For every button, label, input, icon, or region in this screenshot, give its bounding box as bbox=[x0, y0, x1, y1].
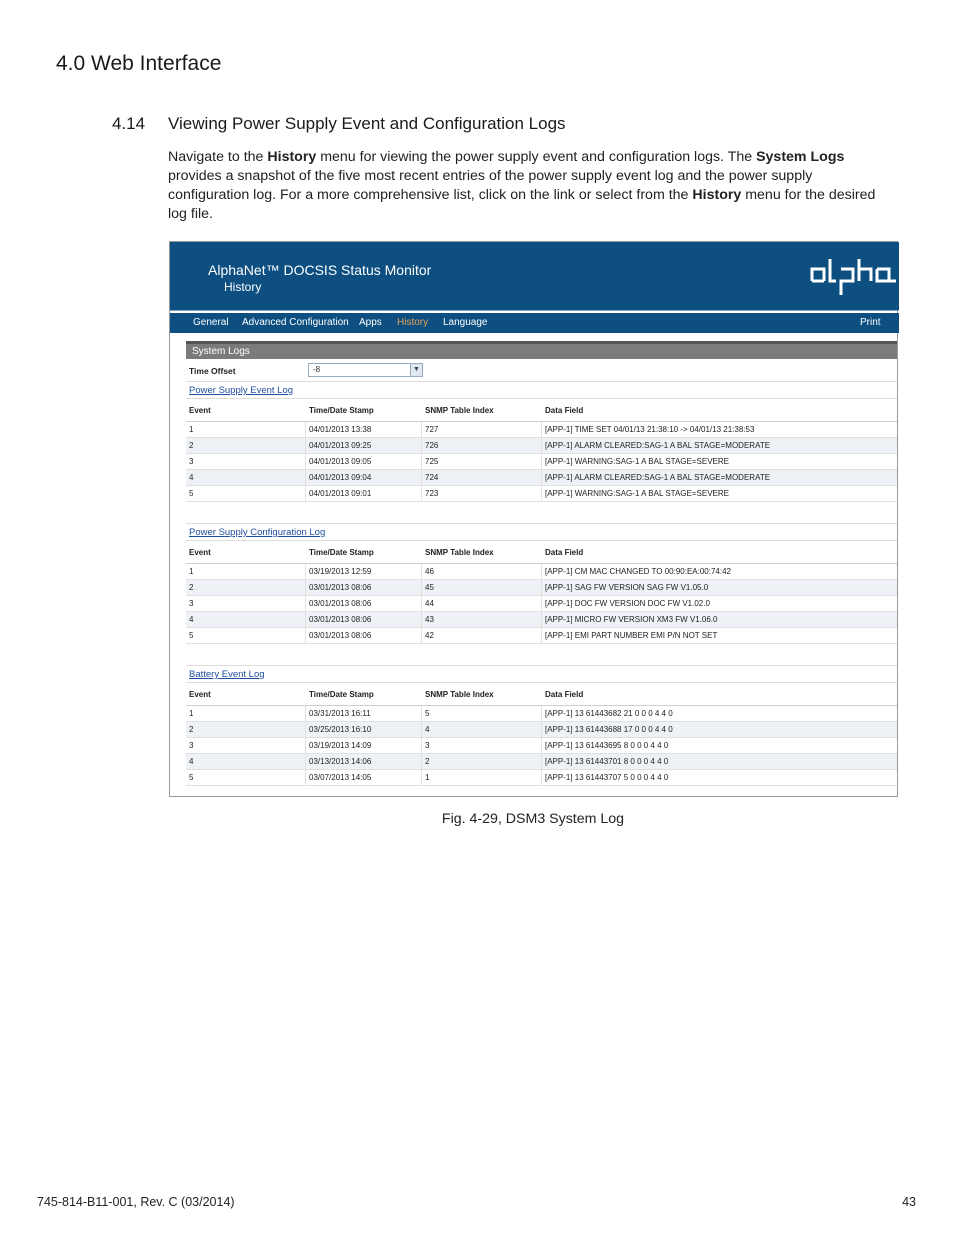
cell-timestamp: 03/19/2013 14:09 bbox=[306, 738, 422, 753]
time-offset-value: -8 bbox=[313, 365, 321, 374]
battery-event-log-link[interactable]: Battery Event Log bbox=[189, 669, 265, 680]
cell-timestamp: 03/25/2013 16:10 bbox=[306, 722, 422, 737]
cell-data-field: [APP-1] ALARM CLEARED:SAG-1 A BAL STAGE=MODERATE bbox=[545, 441, 771, 450]
screenshot-figure bbox=[169, 241, 898, 797]
power-supply-event-log-link[interactable]: Power Supply Event Log bbox=[189, 385, 294, 396]
power-supply-configuration-log-link[interactable]: Power Supply Configuration Log bbox=[189, 527, 326, 538]
chevron-down-icon[interactable]: ▼ bbox=[410, 364, 422, 376]
table-header bbox=[186, 683, 897, 706]
cell-timestamp: 03/19/2013 12:59 bbox=[306, 564, 422, 579]
menu-apps[interactable]: Apps bbox=[359, 317, 382, 328]
cell-event: 1 bbox=[186, 422, 306, 437]
cell-snmp-index: 42 bbox=[422, 628, 542, 643]
menu-general[interactable]: General bbox=[193, 317, 229, 328]
app-subtitle: History bbox=[224, 280, 262, 294]
chapter-title: 4.0 Web Interface bbox=[56, 52, 222, 75]
cell-snmp-index: 45 bbox=[422, 580, 542, 595]
cell-event: 3 bbox=[186, 454, 306, 469]
cell-data-field: [APP-1] EMI PART NUMBER EMI P/N NOT SET bbox=[545, 631, 718, 640]
cell-timestamp: 03/31/2013 16:11 bbox=[306, 706, 422, 721]
cell-snmp-index: 723 bbox=[422, 486, 542, 501]
cell-event: 4 bbox=[186, 470, 306, 485]
cell-event: 3 bbox=[186, 738, 306, 753]
app-title: AlphaNet™ DOCSIS Status Monitor bbox=[208, 262, 432, 278]
time-offset-label: Time Offset bbox=[189, 366, 236, 376]
section-heading bbox=[112, 114, 566, 134]
cell-timestamp: 04/01/2013 09:25 bbox=[306, 438, 422, 453]
cell-event: 5 bbox=[186, 486, 306, 501]
system-logs-panel bbox=[186, 341, 897, 786]
column-header: SNMP Table Index bbox=[425, 406, 494, 415]
table-row bbox=[186, 770, 897, 786]
footer-doc-number: 745-814-B11-001, Rev. C (03/2014) bbox=[37, 1195, 235, 1209]
intro-bold-history: History bbox=[692, 187, 742, 203]
figure-caption: Fig. 4-29, DSM3 System Log bbox=[441, 811, 625, 827]
cell-event: 4 bbox=[186, 612, 306, 627]
cell-snmp-index: 46 bbox=[422, 564, 542, 579]
column-header: Time/Date Stamp bbox=[309, 690, 374, 699]
cell-snmp-index: 44 bbox=[422, 596, 542, 611]
table-row bbox=[186, 722, 897, 738]
cell-data-field: [APP-1] SAG FW VERSION SAG FW V1.05.0 bbox=[545, 583, 709, 592]
log-link-row bbox=[186, 382, 897, 399]
cell-snmp-index: 727 bbox=[422, 422, 542, 437]
cell-data-field: [APP-1] CM MAC CHANGED TO 00:90:EA:00:74:42 bbox=[545, 567, 731, 576]
cell-snmp-index: 43 bbox=[422, 612, 542, 627]
cell-event: 2 bbox=[186, 722, 306, 737]
table-row bbox=[186, 486, 897, 502]
cell-data-field: [APP-1] 13 61443682 21 0 0 0 4 4 0 bbox=[545, 709, 673, 718]
table-row bbox=[186, 438, 897, 454]
spacer-row bbox=[186, 502, 897, 524]
cell-snmp-index: 4 bbox=[422, 722, 542, 737]
cell-event: 2 bbox=[186, 580, 306, 595]
column-header: Event bbox=[189, 406, 211, 415]
table-row bbox=[186, 454, 897, 470]
column-header: Time/Date Stamp bbox=[309, 548, 374, 557]
cell-timestamp: 04/01/2013 09:01 bbox=[306, 486, 422, 501]
table-row bbox=[186, 422, 897, 438]
cell-snmp-index: 725 bbox=[422, 454, 542, 469]
cell-timestamp: 04/01/2013 09:04 bbox=[306, 470, 422, 485]
table-header bbox=[186, 399, 897, 422]
cell-data-field: [APP-1] DOC FW VERSION DOC FW V1.02.0 bbox=[545, 599, 710, 608]
cell-data-field: [APP-1] TIME SET 04/01/13 21:38:10 -> 04/01/13 21:38:53 bbox=[545, 425, 755, 434]
cell-snmp-index: 2 bbox=[422, 754, 542, 769]
menu-advanced-configuration[interactable]: Advanced Configuration bbox=[242, 317, 349, 328]
cell-data-field: [APP-1] WARNING:SAG-1 A BAL STAGE=SEVERE bbox=[545, 489, 729, 498]
menu-history[interactable]: History bbox=[397, 317, 429, 328]
cell-event: 4 bbox=[186, 754, 306, 769]
spacer-row bbox=[186, 644, 897, 666]
column-header: Event bbox=[189, 548, 211, 557]
cell-data-field: [APP-1] ALARM CLEARED:SAG-1 A BAL STAGE=MODERATE bbox=[545, 473, 771, 482]
table-header bbox=[186, 541, 897, 564]
cell-snmp-index: 724 bbox=[422, 470, 542, 485]
cell-data-field: [APP-1] WARNING:SAG-1 A BAL STAGE=SEVERE bbox=[545, 457, 729, 466]
footer-page-number: 43 bbox=[902, 1195, 916, 1209]
time-offset-select[interactable] bbox=[308, 363, 423, 377]
cell-timestamp: 03/01/2013 08:06 bbox=[306, 628, 422, 643]
intro-bold-history: History bbox=[267, 149, 317, 165]
table-row bbox=[186, 612, 897, 628]
cell-snmp-index: 3 bbox=[422, 738, 542, 753]
cell-data-field: [APP-1] MICRO FW VERSION XM3 FW V1.06.0 bbox=[545, 615, 718, 624]
cell-data-field: [APP-1] 13 61443688 17 0 0 0 4 4 0 bbox=[545, 725, 673, 734]
table-row bbox=[186, 564, 897, 580]
cell-snmp-index: 1 bbox=[422, 770, 542, 785]
time-offset-row bbox=[186, 359, 897, 382]
cell-event: 5 bbox=[186, 770, 306, 785]
intro-bold-system-logs: System Logs bbox=[756, 149, 845, 165]
log-link-row bbox=[186, 524, 897, 541]
cell-timestamp: 04/01/2013 09:05 bbox=[306, 454, 422, 469]
table-row bbox=[186, 738, 897, 754]
menu-bar bbox=[170, 313, 899, 333]
column-header: Data Field bbox=[545, 406, 584, 415]
print-link[interactable]: Print bbox=[860, 317, 881, 328]
table-row bbox=[186, 706, 897, 722]
table-row bbox=[186, 470, 897, 486]
cell-data-field: [APP-1] 13 61443695 8 0 0 0 4 4 0 bbox=[545, 741, 669, 750]
cell-event: 1 bbox=[186, 564, 306, 579]
cell-data-field: [APP-1] 13 61443707 5 0 0 0 4 4 0 bbox=[545, 773, 669, 782]
cell-data-field: [APP-1] 13 61443701 8 0 0 0 4 4 0 bbox=[545, 757, 669, 766]
cell-timestamp: 03/01/2013 08:06 bbox=[306, 612, 422, 627]
cell-timestamp: 03/07/2013 14:05 bbox=[306, 770, 422, 785]
table-row bbox=[186, 628, 897, 644]
column-header: Data Field bbox=[545, 548, 584, 557]
table-row bbox=[186, 754, 897, 770]
table-row bbox=[186, 580, 897, 596]
app-header bbox=[170, 242, 899, 311]
table-row bbox=[186, 596, 897, 612]
section-title: Viewing Power Supply Event and Configuration Logs bbox=[168, 114, 566, 133]
menu-language[interactable]: Language bbox=[443, 317, 488, 328]
column-header: Event bbox=[189, 690, 211, 699]
column-header: SNMP Table Index bbox=[425, 690, 494, 699]
intro-text: Navigate to the bbox=[168, 149, 268, 165]
intro-text: menu for the desired log file. bbox=[168, 187, 876, 222]
log-link-row bbox=[186, 666, 897, 683]
column-header: Time/Date Stamp bbox=[309, 406, 374, 415]
cell-event: 5 bbox=[186, 628, 306, 643]
intro-text: menu for viewing the power supply event and configuration logs. The bbox=[316, 149, 757, 165]
intro-text: provides a snapshot of the five most recent entries of the power supply event log and the power supply configuration log. For a more comprehensive list, click on the link or select from the bbox=[168, 168, 813, 203]
panel-title: System Logs bbox=[186, 341, 897, 359]
cell-event: 3 bbox=[186, 596, 306, 611]
svg-text:alpha: alpha bbox=[810, 242, 850, 259]
cell-timestamp: 04/01/2013 13:38 bbox=[306, 422, 422, 437]
cell-event: 1 bbox=[186, 706, 306, 721]
column-header: SNMP Table Index bbox=[425, 548, 494, 557]
section-number: 4.14 bbox=[112, 114, 146, 133]
alpha-logo-icon bbox=[810, 242, 900, 297]
cell-timestamp: 03/01/2013 08:06 bbox=[306, 580, 422, 595]
cell-snmp-index: 5 bbox=[422, 706, 542, 721]
intro-paragraph bbox=[168, 148, 886, 224]
column-header: Data Field bbox=[545, 690, 584, 699]
cell-event: 2 bbox=[186, 438, 306, 453]
cell-timestamp: 03/01/2013 08:06 bbox=[306, 596, 422, 611]
cell-snmp-index: 726 bbox=[422, 438, 542, 453]
cell-timestamp: 03/13/2013 14:06 bbox=[306, 754, 422, 769]
